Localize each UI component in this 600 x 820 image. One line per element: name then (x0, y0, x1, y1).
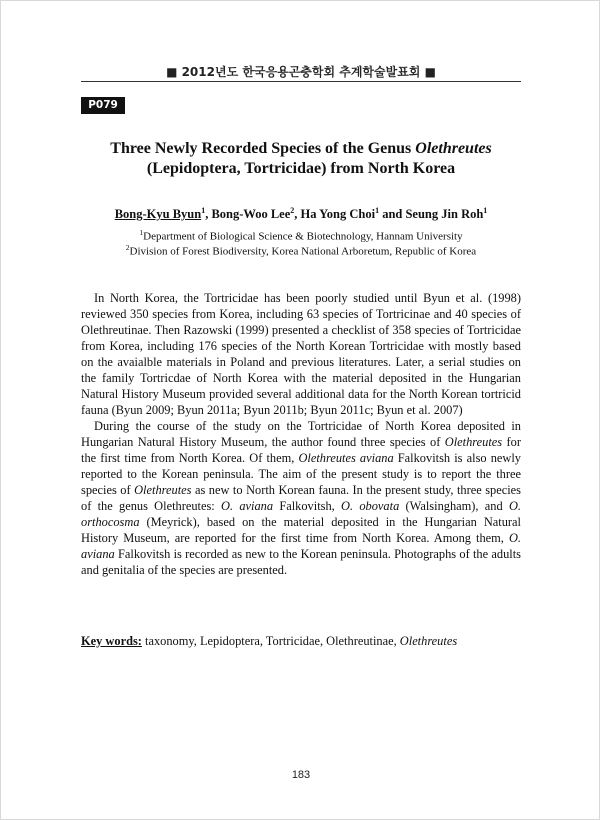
page-number: 183 (291, 769, 311, 781)
keywords-text: taxonomy, Lepidoptera, Tortricidae, Olethreutinae, (141, 634, 400, 648)
author-separator: , (294, 207, 301, 222)
keywords-line (81, 634, 521, 649)
affiliation-2 (81, 243, 521, 258)
affiliation-2-sup: 2 (125, 243, 130, 252)
title-line2: (Lepidoptera, Tortricidae) from North Korea (146, 160, 456, 177)
italic-taxon-name: Olethreutes (444, 435, 503, 449)
affiliation-1 (81, 228, 521, 243)
title-line1-prefix: Three Newly Recorded Species of the Genus (110, 140, 416, 157)
running-header: ■ 2012년도 한국응용곤충학회 추계학술발표회 ■ (166, 65, 436, 79)
abstract-body (81, 290, 521, 578)
paper-title (81, 139, 521, 179)
abstract-text-segment: (Walsingham), and (399, 499, 509, 513)
italic-taxon-name: O. obovata (341, 499, 400, 513)
abstract-text-segment: for the first time from North Korea. Of them, (81, 435, 521, 465)
author-4-sup: 1 (483, 206, 488, 215)
affiliation-2-text: Division of Forest Biodiversity, Korea National Arboretum, Republic of Korea (129, 245, 477, 258)
author-3-sup: 1 (375, 206, 380, 215)
author-2-sup: 2 (290, 206, 295, 215)
author-1-sup: 1 (201, 206, 206, 215)
abstract-text-segment: Falkovitsh is recorded as new to the Korean peninsula. Photographs of the adults and genitalia of the species are presented. (81, 547, 521, 577)
poster-id-badge: P079 (81, 97, 125, 114)
author-separator: , (205, 207, 212, 222)
italic-taxon-name: O. orthocosma (81, 499, 521, 529)
italic-taxon-name: Olethreutes aviana (298, 451, 394, 465)
author-4: Seung Jin Roh (405, 207, 484, 222)
author-3: Ha Yong Choi (300, 207, 376, 222)
author-2: Bong-Woo Lee (211, 207, 291, 222)
abstract-text-segment: Falkovitsh is also newly reported to the Korean peninsula. The aim of the present study is to report the three species of (81, 451, 521, 497)
italic-taxon-name: Olethreutes (134, 483, 192, 497)
abstract-text-segment: as new to North Korean fauna. In the present study, three species of the genus Olethreutes: (81, 483, 521, 513)
affiliation-1-sup: 1 (139, 228, 144, 237)
author-separator: and (379, 207, 406, 222)
italic-taxon-name: O. aviana (221, 499, 274, 513)
italic-taxon-name: O. aviana (81, 531, 521, 561)
abstract-text-segment: During the course of the study on the Tortricidae of North Korea deposited in Hungarian Natural History Museum, the author found three species of (81, 419, 521, 449)
keywords-label: Key words: (81, 634, 142, 648)
affiliation-1-text: Department of Biological Science & Biotechnology, Hannam University (143, 230, 463, 243)
author-1: Bong-Kyu Byun (114, 207, 202, 222)
abstract-paragraph-2 (81, 418, 521, 578)
abstract-text-segment: (Meyrick), based on the material deposited in the Hungarian Natural History Museum, are reported for the first time from North Korea. Among them, (81, 515, 521, 545)
keywords-genus: Olethreutes (399, 634, 458, 648)
title-genus: Olethreutes (415, 140, 492, 157)
abstract-paragraph-1: In North Korea, the Tortricidae has been poorly studied until Byun et al. (1998) reviewed 350 species from Korea, including 63 species of Tortricinae and 40 species of Olethreutinae. Then Razowski (1999) presented a checklist of 358 species of Tortricidae from Korea, including 176 species of the North Korean Tortricidae with mostly based on the avaialble materials in Poland and previous literatures. Later, a serial studies on the family Tortricdae of North Korea with the material deposited in the Hungarian Natural History Museum provided several additional data for the North Korean tortricid fauna (Byun 2009; Byun 2011a; Byun 2011b; Byun 2011c; Byun et al. 2007) (81, 291, 521, 417)
header-rule (81, 81, 521, 82)
abstract-text-segment: Falkovitsh, (273, 499, 342, 513)
author-list (81, 206, 521, 222)
